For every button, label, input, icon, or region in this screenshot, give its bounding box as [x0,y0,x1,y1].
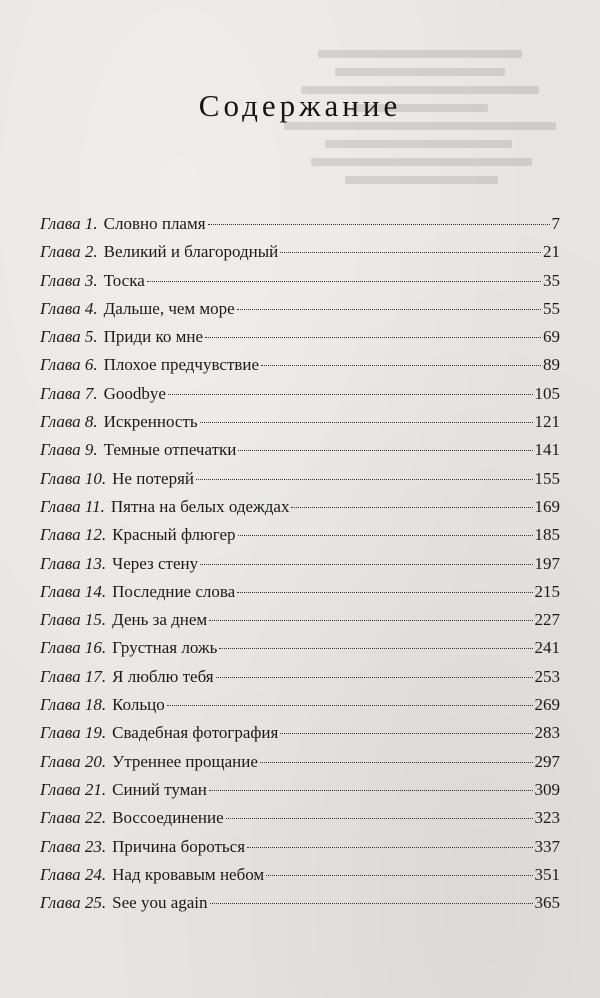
chapter-title: Дальше, чем море [103,298,235,318]
page-number: 283 [534,723,560,743]
dot-leader [247,847,532,848]
toc-entry [40,295,560,323]
toc-entry [40,238,560,266]
dot-leader [238,450,532,451]
chapter-number: Глава 2. [40,242,98,262]
chapter-number: Глава 21. [40,779,107,799]
dot-leader [237,592,532,593]
chapter-title: Приди ко мне [103,327,204,347]
page-number: 297 [534,751,560,771]
dot-leader [261,365,541,366]
page-number: 253 [534,666,560,686]
chapter-title: Причина бороться [112,836,246,856]
page-number: 35 [543,270,560,290]
page-number: 105 [534,383,560,403]
chapter-title: Грустная ложь [112,638,218,658]
toc-entry [40,606,560,634]
toc-entry [40,267,560,295]
page-number: 241 [534,638,560,658]
toc-entry [40,210,560,238]
toc-entry [40,833,560,861]
toc-entry [40,691,560,719]
chapter-title: Не потеряй [112,468,194,488]
chapter-number: Глава 12. [40,525,107,545]
page-number: 215 [534,581,560,601]
chapter-number: Глава 1. [40,214,98,233]
chapter-title: Искренность [103,412,198,432]
toc-entry [40,351,560,379]
page-number: 55 [543,298,560,318]
dot-leader [208,224,550,225]
chapter-number: Глава 19. [40,723,107,743]
page-title: Содержание [198,88,402,123]
dot-leader [200,564,532,565]
page-number: 351 [534,864,560,884]
dot-leader [167,705,533,706]
page-number: 141 [534,440,560,460]
chapter-title: See you again [112,893,208,913]
toc-entry [40,861,560,889]
chapter-number: Глава 6. [40,355,98,375]
toc-entry [40,465,560,493]
chapter-number: Глава 14. [40,581,107,601]
chapter-title: День за днем [112,610,208,630]
chapter-title: Последние слова [112,581,236,601]
dot-leader [200,422,533,423]
dot-leader [237,309,541,310]
toc-entry [40,804,560,832]
chapter-number: Глава 13. [40,553,107,573]
chapter-title: Пятна на белых одеждах [110,496,290,516]
chapter-number: Глава 23. [40,836,107,856]
chapter-title: Через стену [112,553,199,573]
chapter-title: Я люблю тебя [112,666,214,686]
dot-leader [147,281,541,282]
chapter-number: Глава 16. [40,638,107,658]
chapter-title: Воссоединение [112,808,224,828]
chapter-title: Словно пламя [103,214,206,233]
toc-entry [40,776,560,804]
chapter-number: Глава 5. [40,327,98,347]
chapter-title: Над кровавым небом [112,864,265,884]
toc-entry [40,521,560,549]
chapter-title: Красный флюгер [112,525,236,545]
chapter-number: Глава 8. [40,412,98,432]
page-number: 185 [534,525,560,545]
chapter-number: Глава 10. [40,468,107,488]
dot-leader [196,479,533,480]
chapter-title: Темные отпечатки [103,440,237,460]
toc-entry [40,719,560,747]
page-number: 337 [534,836,560,856]
chapter-title: Плохое предчувствие [103,355,260,375]
page-number: 89 [543,355,560,375]
chapter-number: Глава 25. [40,893,107,913]
page-number: 121 [534,412,560,432]
page-number: 309 [534,779,560,799]
dot-leader [209,620,532,621]
dot-leader [266,875,532,876]
table-of-contents [40,210,560,917]
dot-leader [260,762,533,763]
toc-entry [40,663,560,691]
chapter-title: Тоска [103,270,145,290]
chapter-title: Синий туман [112,779,207,799]
chapter-number: Глава 3. [40,270,98,290]
page-number: 169 [534,496,560,516]
chapter-number: Глава 9. [40,440,98,460]
dot-leader [238,535,533,536]
page-number: 7 [551,214,560,233]
page-number: 197 [534,553,560,573]
dot-leader [219,648,532,649]
page-number: 155 [534,468,560,488]
dot-leader [168,394,533,395]
page-number: 323 [534,808,560,828]
page-number: 69 [543,327,560,347]
page-number: 21 [543,242,560,262]
toc-entry [40,748,560,776]
dot-leader [280,733,532,734]
chapter-number: Глава 18. [40,695,107,715]
chapter-title: Свадебная фотография [112,723,279,743]
dot-leader [226,818,533,819]
toc-entry [40,634,560,662]
chapter-number: Глава 22. [40,808,107,828]
chapter-number: Глава 15. [40,610,107,630]
toc-entry [40,408,560,436]
toc-entry [40,436,560,464]
dot-leader [291,507,532,508]
toc-entry [40,889,560,917]
page-number: 269 [534,695,560,715]
chapter-title: Goodbye [103,383,166,403]
chapter-title: Кольцо [112,695,165,715]
chapter-number: Глава 20. [40,751,107,771]
dot-leader [280,252,541,253]
toc-entry [40,380,560,408]
chapter-number: Глава 24. [40,864,107,884]
chapter-number: Глава 17. [40,666,107,686]
dot-leader [205,337,541,338]
chapter-title: Утреннее прощание [112,751,258,771]
toc-entry [40,578,560,606]
dot-leader [210,903,533,904]
page-number: 227 [534,610,560,630]
chapter-number: Глава 7. [40,383,98,403]
page-number: 365 [534,893,560,913]
chapter-title: Великий и благородный [103,242,279,262]
toc-entry [40,323,560,351]
dot-leader [209,790,533,791]
chapter-number: Глава 11. [40,496,105,516]
toc-entry [40,493,560,521]
chapter-number: Глава 4. [40,298,98,318]
toc-entry [40,550,560,578]
dot-leader [216,677,533,678]
